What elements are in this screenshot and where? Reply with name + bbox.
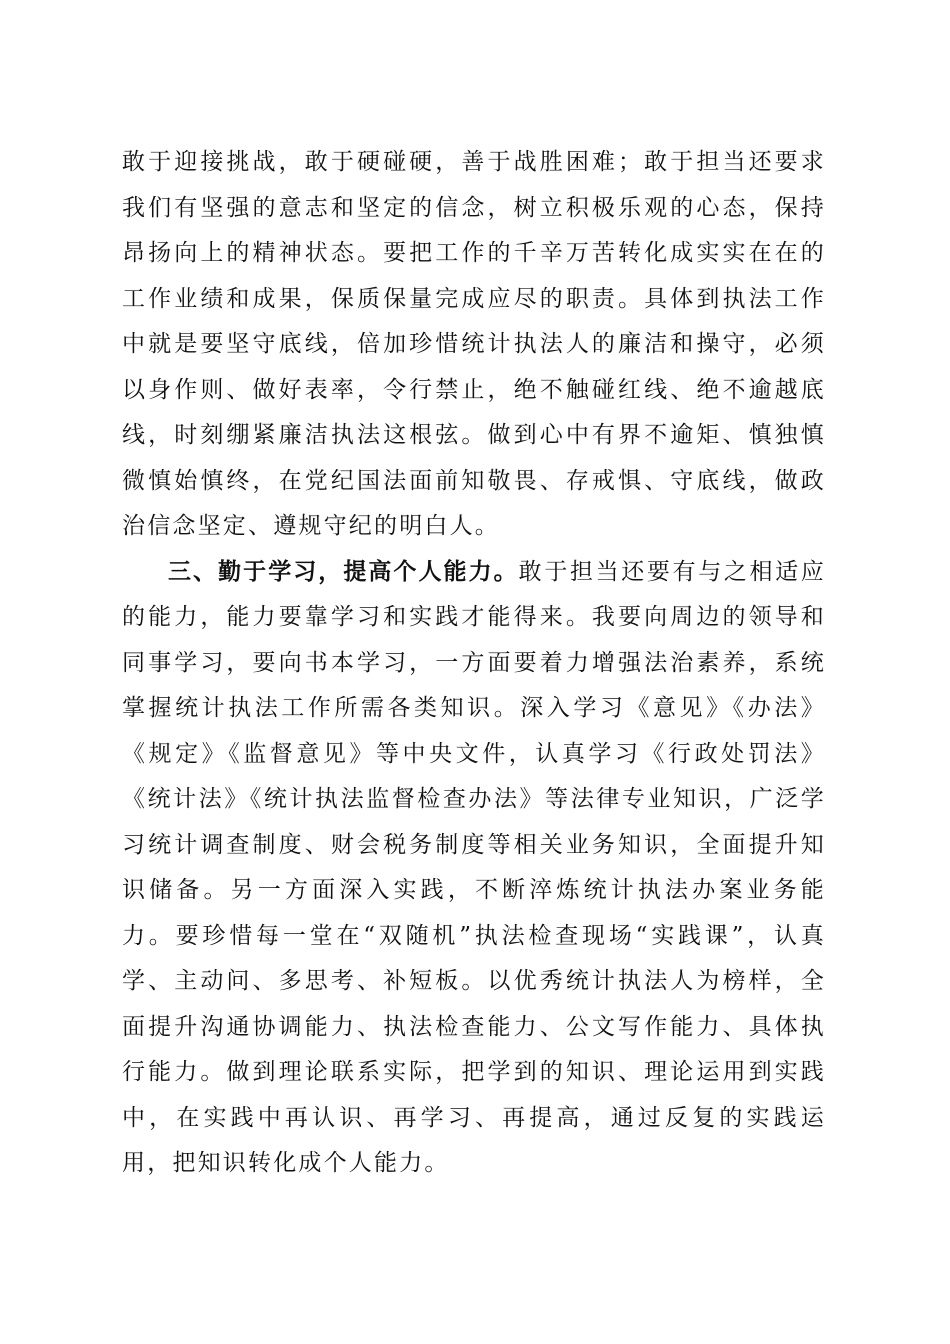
paragraph-section-3 <box>122 550 826 1187</box>
document-body <box>122 140 826 1187</box>
paragraph-continuation: 敢于迎接挑战，敢于硬碰硬，善于战胜困难；敢于担当还要求我们有坚强的意志和坚定的信念，树立积极乐观的心态，保持昂扬向上的精神状态。要把工作的千辛万苦转化成实实在在的工作业绩和成果，保质保量完成应尽的职责。具体到执法工作中就是要坚守底线，倍加珍惜统计执法人的廉洁和操守，必须以身作则、做好表率，令行禁止，绝不触碰红线、绝不逾越底线，时刻绷紧廉洁执法这根弦。做到心中有界不逾矩、慎独慎微慎始慎终，在党纪国法面前知敬畏、存戒惧、守底线，做政治信念坚定、遵规守纪的明白人。 <box>122 149 826 539</box>
section-3-body: 敢于担当还要有与之相适应的能力，能力要靠学习和实践才能得来。我要向周边的领导和同事学习，要向书本学习，一方面要着力增强法治素养，系统掌握统计执法工作所需各类知识。深入学习《意见》《办法》《规定》《监督意见》等中央文件，认真学习《行政处罚法》《统计法》《统计执法监督检查办法》等法律专业知识，广泛学习统计调查制度、财会税务制度等相关业务知识，全面提升知识储备。另一方面深入实践，不断淬炼统计执法办案业务能力。要珍惜每一堂在“双随机”执法检查现场“实践课”，认真学、主动问、多思考、补短板。以优秀统计执法人为榜样，全面提升沟通协调能力、执法检查能力、公文写作能力、具体执行能力。做到理论联系实际，把学到的知识、理论运用到实践中，在实践中再认识、再学习、再提高，通过反复的实践运用，把知识转化成个人能力。 <box>122 558 826 1176</box>
section-3-heading: 三、勤于学习，提高个人能力。 <box>168 558 519 585</box>
